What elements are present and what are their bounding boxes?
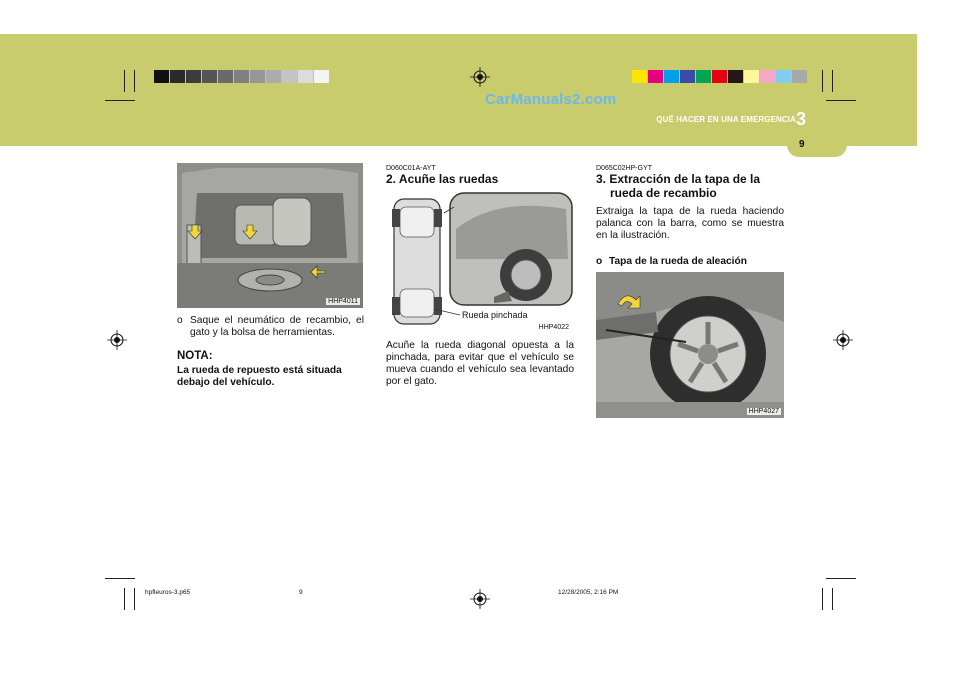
page-number: 9 (799, 139, 805, 150)
footer-page: 9 (299, 589, 303, 596)
color-swatch (712, 70, 727, 83)
color-swatch (234, 70, 249, 83)
crop-mark (826, 100, 856, 101)
color-swatch (760, 70, 775, 83)
footer-filename: hpfleuros-3.p65 (145, 589, 191, 596)
image-code: HHP4027 (748, 408, 779, 415)
color-swatch (202, 70, 217, 83)
chapter-number: 3 (796, 109, 807, 129)
image-code: HHP4011 (328, 298, 358, 305)
crop-mark (832, 70, 833, 92)
bullet-text: Saque el neumático de recambio, el gato y la bolsa de herramientas. (190, 315, 364, 338)
color-swatch (218, 70, 233, 83)
color-swatch (664, 70, 679, 83)
crop-mark (822, 70, 823, 92)
color-swatch (298, 70, 313, 83)
watermark-text: CarManuals2.com (485, 91, 617, 108)
color-swatch (250, 70, 265, 83)
color-swatch (776, 70, 791, 83)
trunk-photo (177, 163, 363, 308)
crop-mark (124, 70, 125, 92)
color-swatch (266, 70, 281, 83)
note-title: NOTA: (177, 350, 213, 362)
color-swatch (314, 70, 329, 83)
color-swatch (170, 70, 185, 83)
page-number-tab (787, 135, 847, 157)
section-body: Acuñe la rueda diagonal opuesta a la pinchada, para evitar que el vehículo se mueva cuando el vehículo sea levantado por el gato. (386, 340, 574, 387)
color-swatch (744, 70, 759, 83)
bullet-marker: o (177, 315, 183, 326)
color-swatch (186, 70, 201, 83)
registration-mark-icon (470, 589, 490, 609)
color-swatch (696, 70, 711, 83)
crop-mark (105, 100, 135, 101)
chapter-title: QUÉ HACER EN UNA EMERGENCIA (656, 115, 796, 124)
section-code: D065C02HP-GYT (596, 165, 653, 172)
crop-mark (832, 588, 833, 610)
color-swatch (728, 70, 743, 83)
image-code: HHP4022 (538, 324, 569, 331)
color-swatch (282, 70, 297, 83)
alloy-wheel-photo (596, 272, 784, 418)
color-swatch (792, 70, 807, 83)
crop-mark (134, 588, 135, 610)
color-swatch (648, 70, 663, 83)
crop-mark (105, 578, 135, 579)
registration-mark-icon (833, 330, 853, 350)
crop-mark (826, 578, 856, 579)
section-title: 2. Acuñe las ruedas (386, 172, 499, 186)
flat-tire-label: Rueda pinchada (462, 310, 528, 320)
crop-mark (134, 70, 135, 92)
crop-mark (124, 588, 125, 610)
color-swatch (680, 70, 695, 83)
color-swatch (154, 70, 169, 83)
section-code: D060C01A-AYT (386, 165, 436, 172)
footer-timestamp: 12/28/2005, 2:16 PM (558, 589, 619, 596)
bullet-marker: o (596, 256, 603, 267)
section-title-line2: rueda de recambio (610, 186, 717, 200)
registration-mark-icon (107, 330, 127, 350)
header-band (0, 34, 917, 146)
color-swatch (632, 70, 647, 83)
section-title: 3. Extracción de la tapa de la (596, 172, 761, 186)
section-body: Extraiga la tapa de la rueda haciendo palanca con la barra, como se muestra en la ilustración. (596, 206, 784, 241)
crop-mark (822, 588, 823, 610)
note-text: La rueda de repuesto está situada debajo del vehículo. (177, 365, 342, 388)
wheel-chock-figure (386, 189, 574, 334)
trunk-illustration (177, 163, 363, 308)
registration-mark-icon (470, 67, 490, 87)
alloy-wheel-illustration (596, 272, 784, 418)
bullet-text: Tapa de la rueda de aleación (609, 256, 747, 267)
